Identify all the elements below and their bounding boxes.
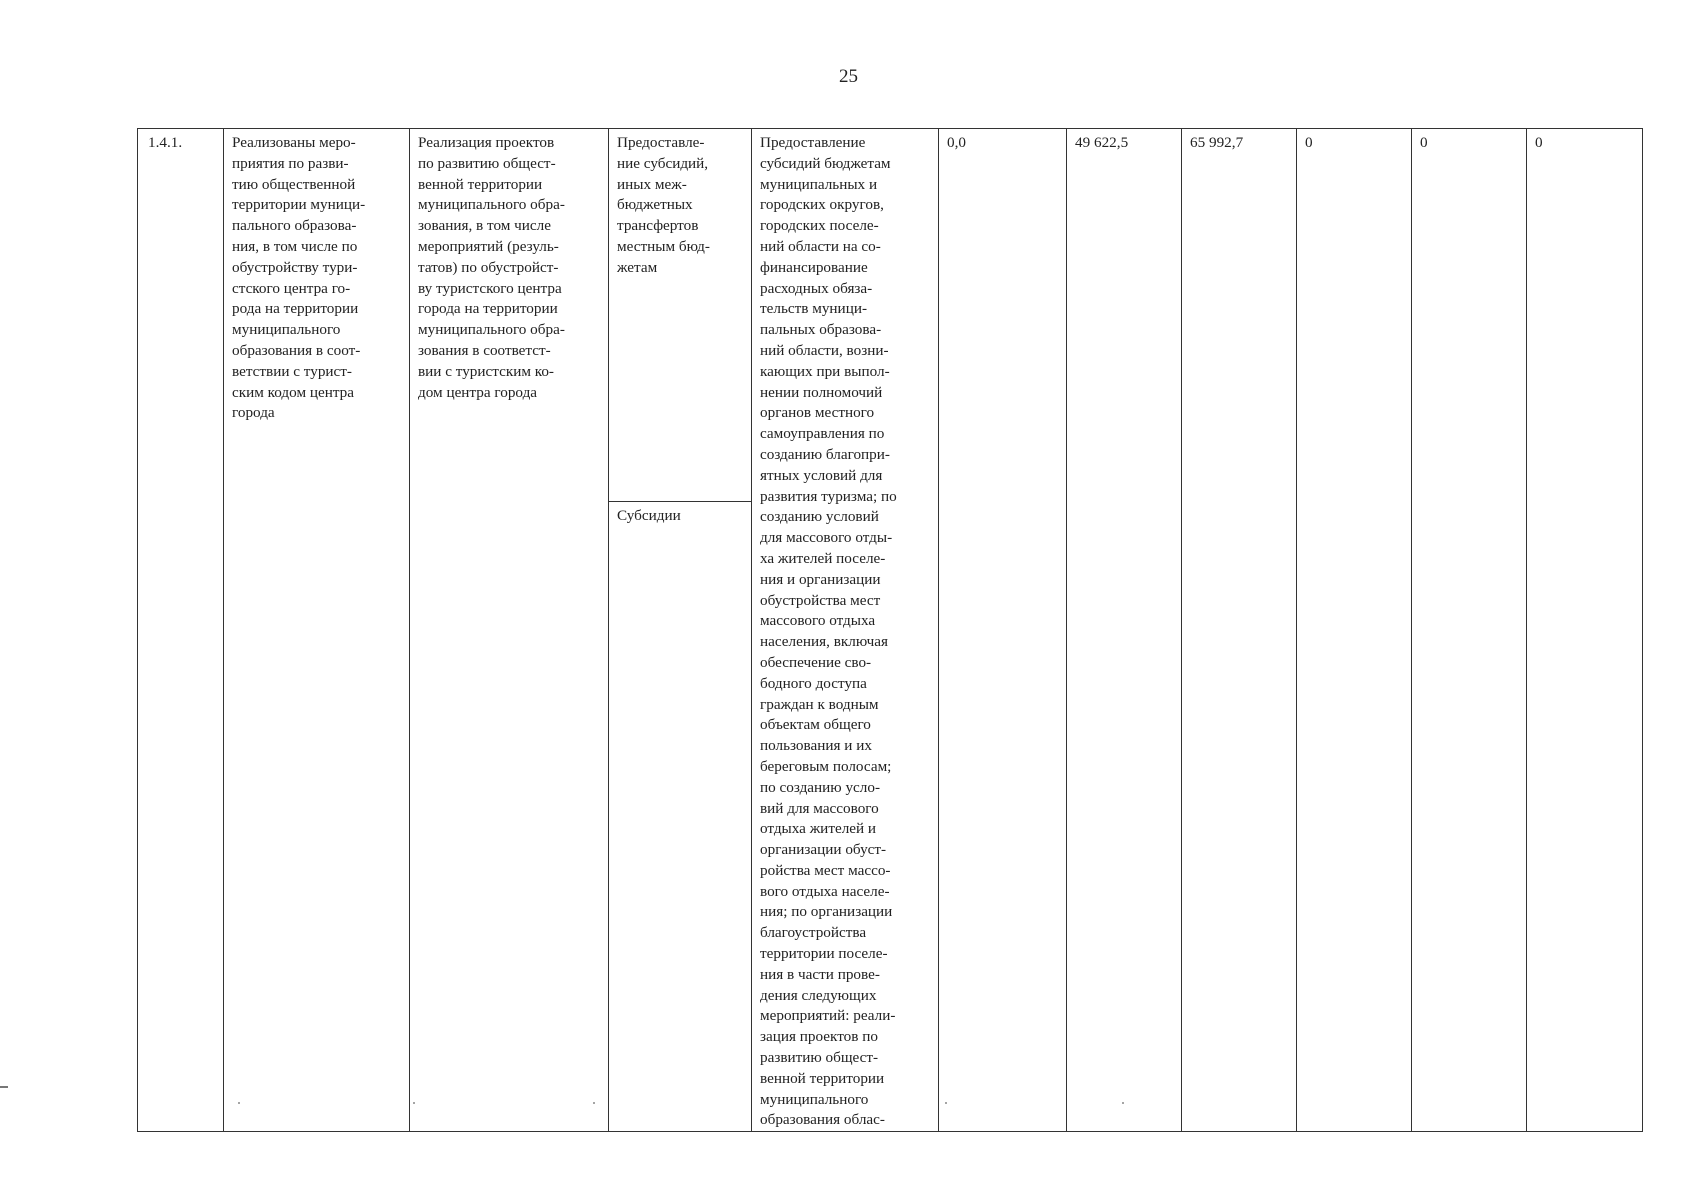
table-row [138, 129, 1643, 1132]
scan-mark [0, 1086, 8, 1088]
description-cell: Предоставление субсидий бюджетам муниципальных и городских округов, городских поселе- ний области на со- финансирование расходных обяза- тельств муници- пальных образова- ний области, возни- кающих при выпол- нении полномочий органов местного самоуправления по созданию благопри- ятных условий для развития туризма; по созданию условий для массового отды- ха жителей поселе- ния и организации обустройства мест массового отдыха населения, включая обеспечение сво- бодного доступа граждан к водным объектам общего пользования и их береговым полосам; по созданию усло- вий для массового отдыха жителей и организации обуст- ройства мест массо- вого отдыха населе- ния; по организации благоустройства территории поселе- ния в части прове- дения следующих мероприятий: реали- зация проектов по развитию общест- венной территории муниципального образования облас- [752, 129, 939, 1132]
scan-dot [945, 1102, 947, 1104]
value-cell: 0,0 [939, 129, 1067, 1132]
row-code: 1.4.1. [138, 129, 224, 1132]
scan-dot [238, 1102, 240, 1104]
value-cell: 65 992,7 [1182, 129, 1297, 1132]
value-cell: 0 [1527, 129, 1643, 1132]
value-cell: 0 [1297, 129, 1412, 1132]
scan-dot [593, 1102, 595, 1104]
scan-dot [1122, 1102, 1124, 1104]
result-cell: Реализованы меро- приятия по разви- тию общественной территории муници- пального образова- ния, в том числе по обустройству тури- стского центра го- рода на территории муниципального образования в соот- ветствии с турист- ским кодом центра города [224, 129, 410, 1132]
project-cell: Реализация проектов по развитию общест- венной территории муниципального обра- зования, в том числе мероприятий (резуль- татов) по обустройст- ву туристского центра города на территории муниципального обра- зования в соответст- вии с туристским ко- дом центра города [410, 129, 609, 1132]
type-cell-top: Предоставле- ние субсидий, иных меж- бюджетных трансфертов местным бюд- жетам [617, 134, 710, 276]
scan-dot [413, 1102, 415, 1104]
type-cell [609, 129, 752, 1132]
type-cell-bottom: Субсидии [609, 501, 751, 1131]
value-cell: 0 [1412, 129, 1527, 1132]
page-number: 25 [839, 66, 858, 87]
budget-table [137, 128, 1643, 1132]
value-cell: 49 622,5 [1067, 129, 1182, 1132]
